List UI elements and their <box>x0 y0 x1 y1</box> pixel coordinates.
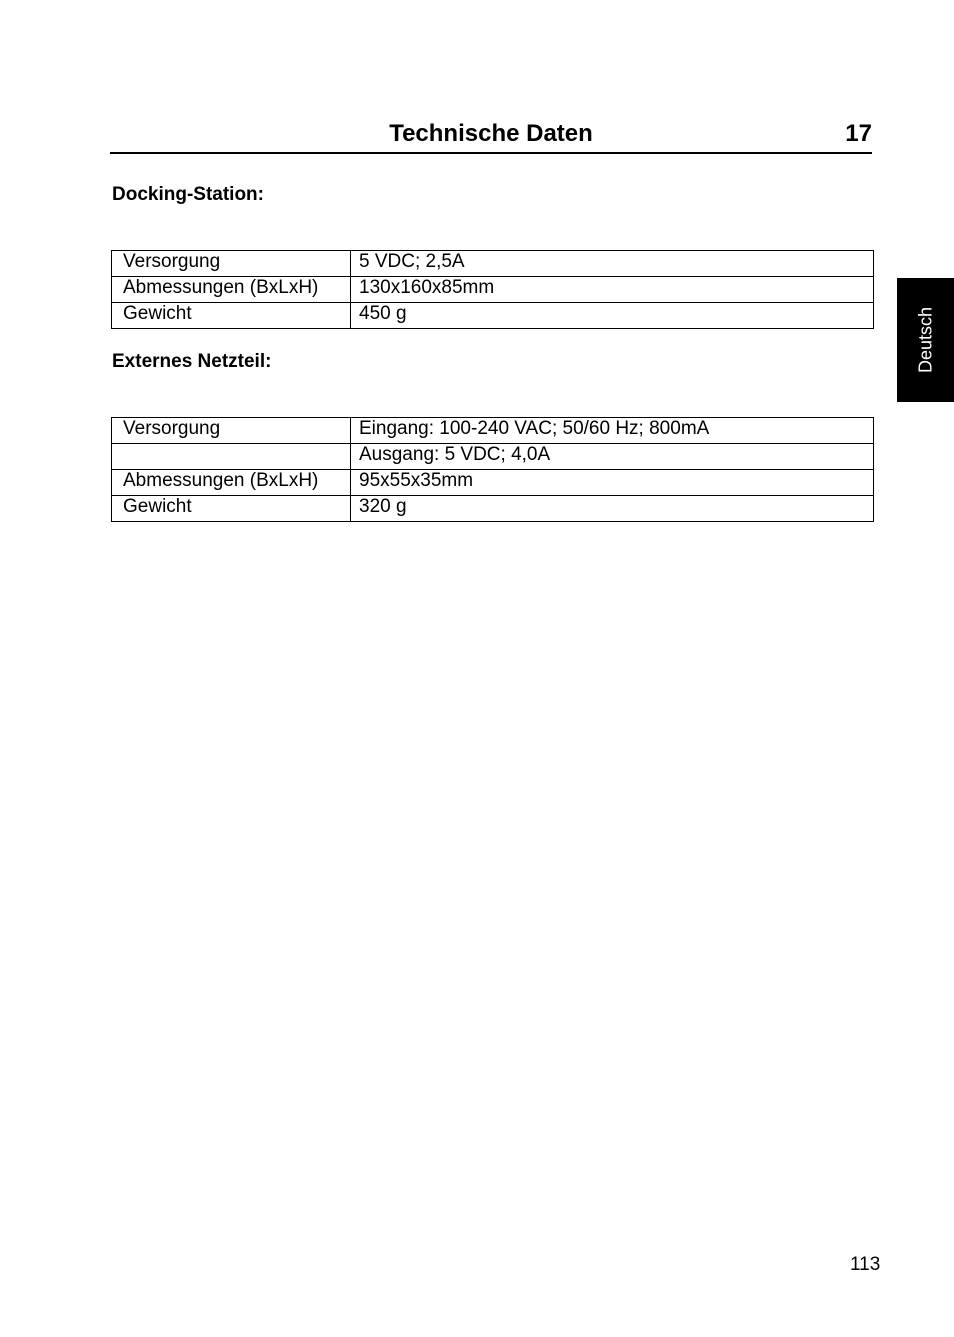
table-row <box>112 496 874 522</box>
table-row <box>112 470 874 496</box>
section-title-external-power-supply: Externes Netzteil: <box>112 351 272 372</box>
spec-value: Eingang: 100-240 VAC; 50/60 Hz; 800mA <box>351 418 874 444</box>
docking-station-spec-table <box>111 250 874 329</box>
language-tab <box>897 278 954 402</box>
table-row <box>112 251 874 277</box>
page-number: 113 <box>850 1254 881 1275</box>
spec-label <box>112 444 351 470</box>
page-header <box>110 118 872 154</box>
table-row <box>112 418 874 444</box>
spec-label: Versorgung <box>112 418 351 444</box>
chapter-number: 17 <box>845 120 872 147</box>
table-row <box>112 303 874 329</box>
spec-label: Abmessungen (BxLxH) <box>112 470 351 496</box>
spec-value: 130x160x85mm <box>351 277 874 303</box>
spec-value: Ausgang: 5 VDC; 4,0A <box>351 444 874 470</box>
spec-label: Versorgung <box>112 251 351 277</box>
table-row <box>112 444 874 470</box>
page-title: Technische Daten <box>389 120 593 147</box>
spec-value: 5 VDC; 2,5A <box>351 251 874 277</box>
power-supply-spec-table <box>111 417 874 522</box>
spec-label: Gewicht <box>112 303 351 329</box>
spec-value: 450 g <box>351 303 874 329</box>
table-row <box>112 277 874 303</box>
spec-label: Gewicht <box>112 496 351 522</box>
spec-value: 320 g <box>351 496 874 522</box>
section-title-docking-station: Docking-Station: <box>112 184 264 205</box>
spec-label: Abmessungen (BxLxH) <box>112 277 351 303</box>
spec-value: 95x55x35mm <box>351 470 874 496</box>
language-tab-label: Deutsch <box>915 306 935 374</box>
